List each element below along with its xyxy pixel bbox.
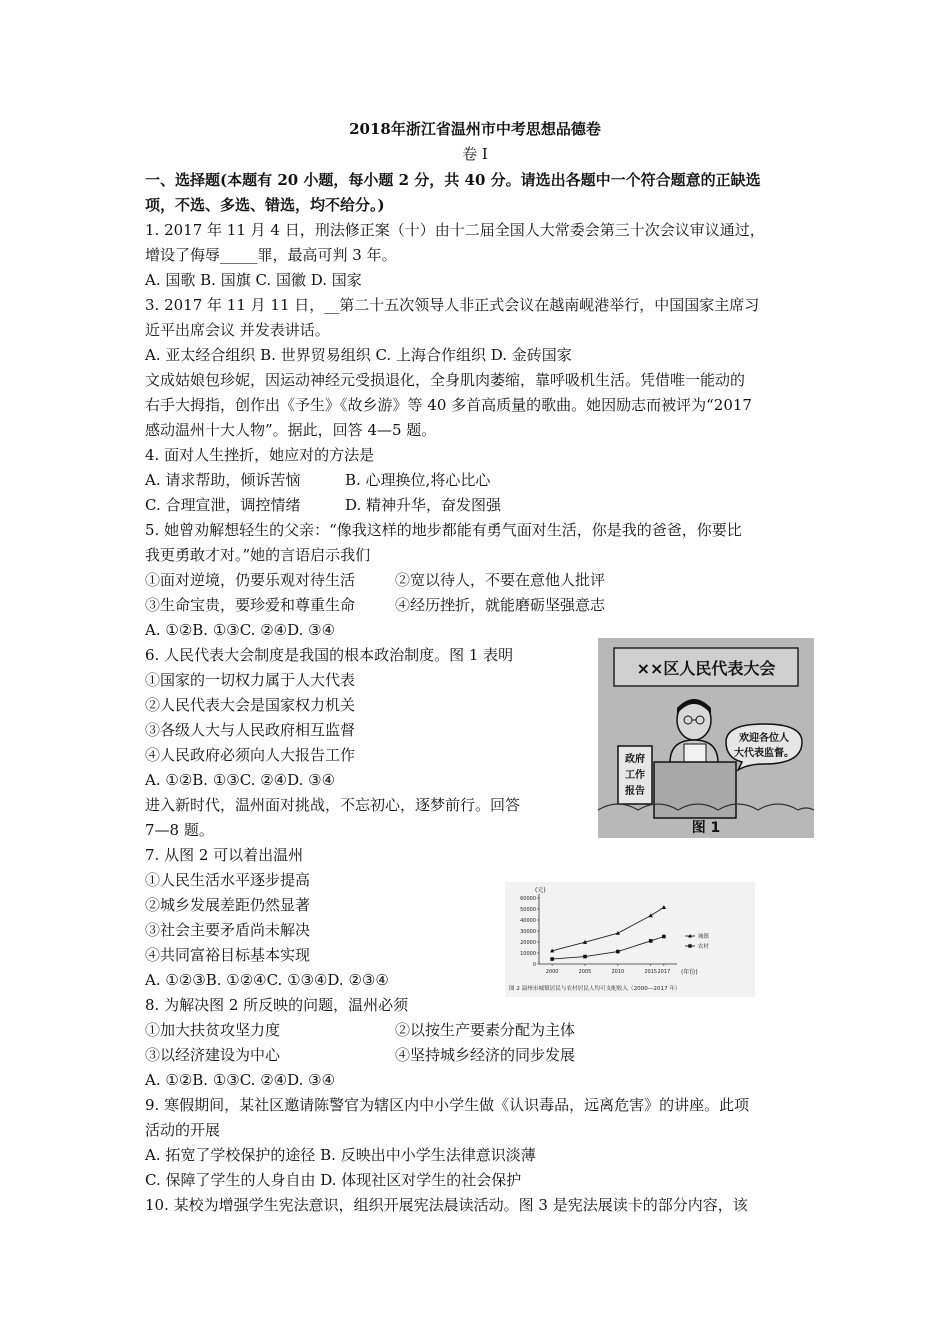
passage-line: 感动温州十大人物”。据此，回答 4—5 题。 [145,421,437,439]
passage-line: 7—8 题。 [145,821,214,839]
statement-3: ③生命宝贵，要珍爱和尊重生命 [145,596,356,614]
figure-1-drawing [598,638,814,838]
question-5-stem: 5. 她曾劝解想轻生的父亲：“像我这样的地步都能有勇气面对生活，你是我的爸爸，你要比 [145,521,742,539]
question-9-stem: 活动的开展 [145,1121,221,1139]
question-9-options: A. 拓宽了学校保护的途径 B. 反映出中小学生法律意识淡薄 [145,1146,536,1164]
chart-point-rural [662,935,666,939]
figure-1-report-2: 工作 [625,770,645,781]
option-b: B. 心理换位,将心比心 [345,471,491,489]
question-4-options-row [145,493,809,518]
statement-1: ①人民生活水平逐步提高 [145,871,311,889]
question-4-stem: 4. 面对人生挫折，她应对的方法是 [145,446,375,464]
option-a: A. 请求帮助，倾诉苦恼 [145,471,301,489]
question-8-statements-row [145,1043,809,1068]
document-subtitle: 卷 I [462,145,488,163]
figure-1-caption: 图 1 [691,820,721,836]
chart-y-axis-label: (元) [535,887,546,894]
chart-point-rural [550,957,554,961]
chart-y-tick-label: 40000 [520,918,536,924]
question-5-statements-row [145,593,809,618]
section-heading-line: 项，不选、多选、错选，均不给分。) [145,196,385,214]
figure-1-banner: ××区人民代表大会 [636,659,776,678]
chart-x-tick-label: 2000 [545,969,559,975]
question-1-stem: 1. 2017 年 11 月 4 日，刑法修正案（十）由十二届全国人大常委会第三十次会议审议通过， [145,221,765,239]
question-3-stem: 3. 2017 年 11 月 11 日，__第二十五次领导人非正式会议在越南岘港举行，中国国家主席习 [145,296,760,314]
question-4-options-row [145,468,809,493]
figure-1-report-3: 报告 [625,786,645,797]
question-7-options: A. ①②③B. ①②④C. ①③④D. ②③④ [145,971,389,989]
question-9-stem: 9. 寒假期间，某社区邀请陈警官为辖区内中小学生做《认识毒品，远离危害》的讲座。此项 [145,1096,750,1114]
chart-y-tick-label: 10000 [520,951,536,957]
question-7-stem: 7. 从图 2 可以着出温州 [145,846,304,864]
chart-point-rural [583,955,587,959]
question-5-stem: 我更勇敢才对。”她的言语启示我们 [145,546,371,564]
chart-x-tick-label: 2017 [657,969,671,975]
question-6-stem: 6. 人民代表大会制度是我国的根本政治制度。图 1 表明 [145,646,514,664]
statement-4: ④共同富裕目标基本实现 [145,946,311,964]
question-10-stem: 10. 某校为增强学生宪法意识，组织开展宪法晨读活动。图 3 是宪法展读卡的部分内容，该 [145,1196,748,1214]
statement-3: ③以经济建设为中心 [145,1046,281,1064]
document-title: 2018年浙江省温州市中考思想品德卷 [349,120,601,138]
chart-y-tick-label: 20000 [520,940,536,946]
option-d: D. 精神升华，奋发图强 [345,496,502,514]
option-c: C. 合理宣泄，调控情绪 [145,496,301,514]
question-8-stem: 8. 为解决图 2 所反映的问题，温州必须 [145,996,409,1014]
chart-x-tick-label: 2010 [611,969,625,975]
question-3-stem: 近平出席会议 并发表讲话。 [145,321,330,339]
figure-2-chart [505,882,755,997]
statement-3: ③各级人大与人民政府相互监督 [145,721,356,739]
chart-point-rural [616,950,620,954]
passage-line: 进入新时代，温州面对挑战，不忘初心，逐梦前行。回答 [145,796,521,814]
statement-3: ③社会主要矛盾尚未解决 [145,921,311,939]
chart-x-tick-label: 2015 [644,969,658,975]
chart-legend-marker [688,944,691,947]
statement-4: ④人民政府必须向人大报告工作 [145,746,356,764]
chart-x-tick-label: 2005 [578,969,592,975]
chart-legend-label: 城镇 [698,934,710,940]
statement-2: ②以按生产要素分配为主体 [395,1021,576,1039]
statement-4: ④经历挫折，就能磨砺坚强意志 [395,596,606,614]
statement-1: ①国家的一切权力属于人大代表 [145,671,356,689]
figure-1-cartoon [598,638,814,838]
chart-y-tick-label: 0 [532,962,536,968]
chart-y-tick-label: 50000 [520,907,536,913]
figure-2-svg [505,882,755,997]
statement-2: ②人民代表大会是国家权力机关 [145,696,356,714]
statement-4: ④坚持城乡经济的同步发展 [395,1046,576,1064]
chart-legend-label: 农村 [698,944,710,950]
figure-1-report-1: 政府 [625,754,645,765]
question-1-stem: 增设了侮辱_____罪，最高可判 3 年。 [145,246,397,264]
chart-point-rural [649,939,653,943]
question-8-statements-row [145,1018,809,1043]
figure-1-welcome-1: 欢迎各位人 [739,733,789,744]
section-heading-line: 一、选择题(本题有 20 小题，每小题 2 分，共 40 分。请选出各题中一个符合题意的正缺选 [145,171,761,189]
chart-caption: 图 2 温州市城镇居民与农村居民人均可支配收入（2000—2017 年） [509,986,681,992]
question-9-options: C. 保障了学生的人身自由 D. 体现社区对学生的社会保护 [145,1171,522,1189]
question-6-options: A. ①②B. ①③C. ②④D. ③④ [145,771,336,789]
question-5-options: A. ①②B. ①③C. ②④D. ③④ [145,621,336,639]
statement-1: ①面对逆境，仍要乐观对待生活 [145,571,356,589]
statement-2: ②城乡发展差距仍然显著 [145,896,311,914]
chart-y-tick-label: 30000 [520,929,536,935]
chart-y-tick-label: 60000 [520,896,536,902]
figure-1-welcome-2: 大代表监督。 [734,748,794,759]
statement-2: ②宽以待人，不要在意他人批评 [395,571,606,589]
chart-x-axis-label: (年份) [681,969,698,976]
question-1-options: A. 国歌 B. 国旗 C. 国徽 D. 国家 [145,271,362,289]
question-8-options: A. ①②B. ①③C. ②④D. ③④ [145,1071,336,1089]
passage-line: 右手大拇指，创作出《予生》《故乡游》等 40 多首高质量的歌曲。她因励志而被评为“2017 [145,396,752,414]
statement-1: ①加大扶贫攻坚力度 [145,1021,281,1039]
question-5-statements-row [145,568,809,593]
question-3-options: A. 亚太经合组织 B. 世界贸易组织 C. 上海合作组织 D. 金砖国家 [145,346,572,364]
passage-line: 文成姑娘包珍妮，因运动神经元受损退化，全身肌肉萎缩，靠呼吸机生活。凭借唯一能动的 [145,371,746,389]
